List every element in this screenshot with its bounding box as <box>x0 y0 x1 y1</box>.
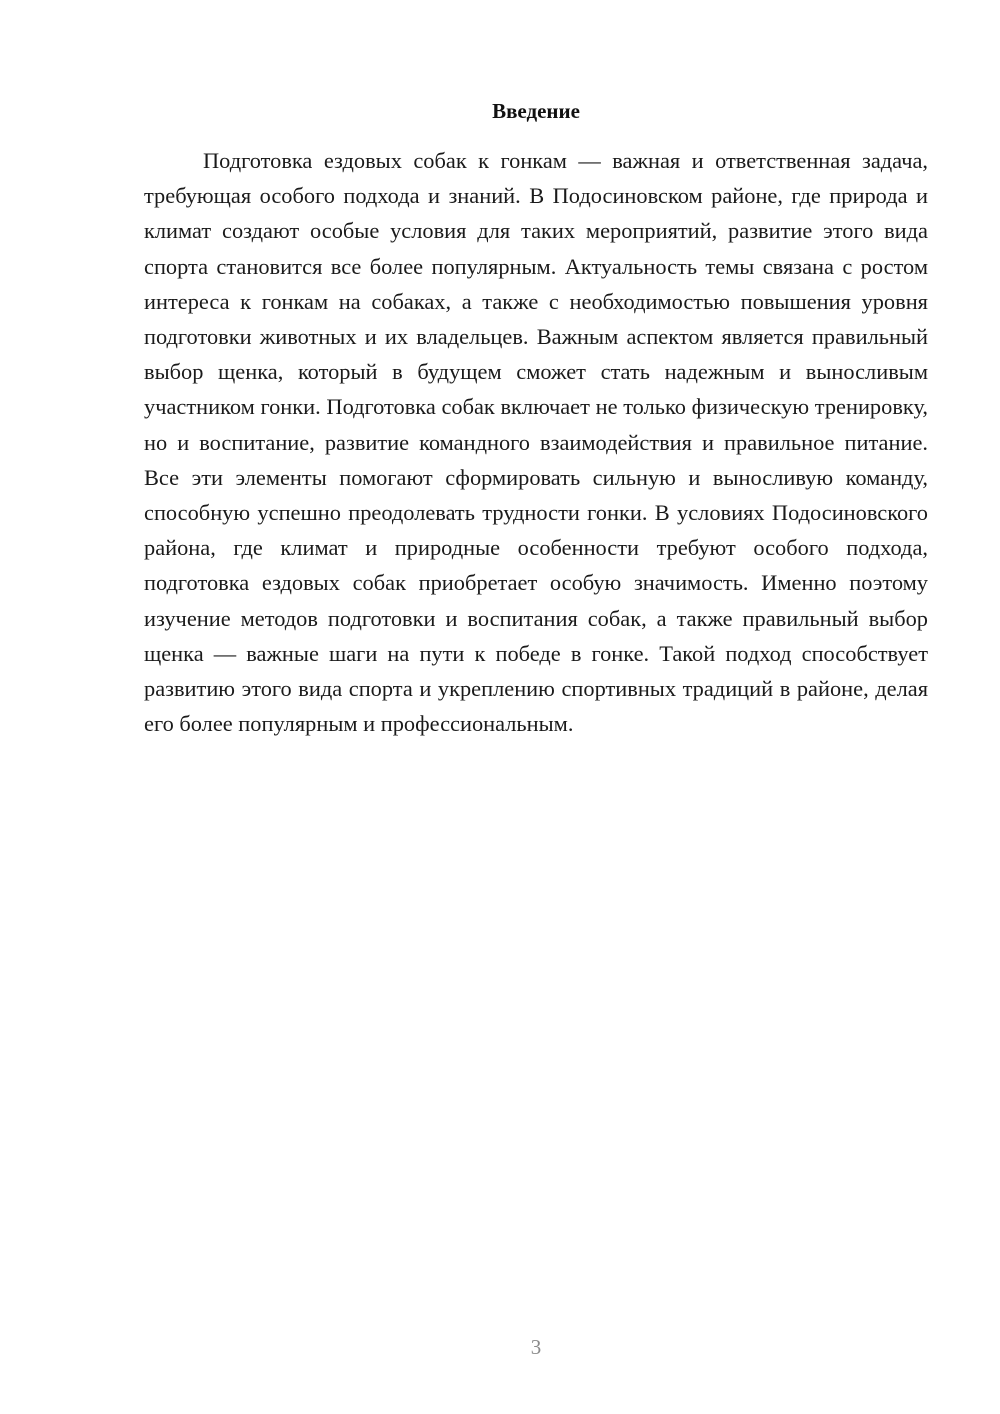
body-paragraph: Подготовка ездовых собак к гонкам — важная и ответственная задача, требующая особого подхода и знаний. В Подосиновском районе, где природа и климат создают особые условия для таких мероприятий, развитие этого вида спорта становится все более популярным. Актуальность темы связана с ростом интереса к гонкам на собаках, а также с необходимостью повышения уровня подготовки животных и их владельцев. Важным аспектом является правильный выбор щенка, который в будущем сможет стать надежным и выносливым участником гонки. Подготовка собак включает не только физическую тренировку, но и воспитание, развитие командного взаимодействия и правильное питание. Все эти элементы помогают сформировать сильную и выносливую команду, способную успешно преодолевать трудности гонки. В условиях Подосиновского района, где климат и природные особенности требуют особого подхода, подготовка ездовых собак приобретает особую значимость. Именно поэтому изучение методов подготовки и воспитания собак, а также правильный выбор щенка — важные шаги на пути к победе в гонке. Такой подход способствует развитию этого вида спорта и укреплению спортивных традиций в районе, делая его более популярным и профессиональным. <box>144 148 928 737</box>
page-number: 3 <box>530 1335 542 1359</box>
section-heading: Введение <box>492 99 580 123</box>
